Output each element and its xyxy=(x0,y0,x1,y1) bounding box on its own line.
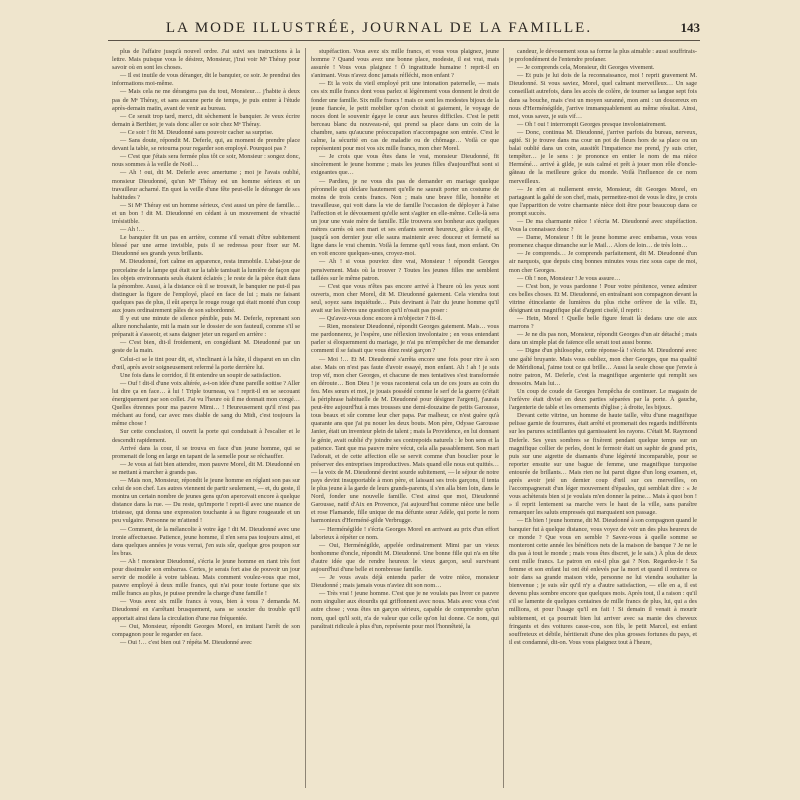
paragraph: Le banquier fit un pas en arrière, comme s'il venait d'être subitement blessé par une arme invisible, puis il se redressa pour fixer sur M. Dieudonné ses grands yeux brillants. xyxy=(112,234,300,258)
paragraph: — C'est que vous n'êtes pas encore arrivé à l'heure où les yeux sont ouverts, mon cher Morel, dit M. Dieudonné gaiement. Cela viendra tout seul, soyez sans inquiétude… Puis devinant à l'air du jeune homme qu'il avait sur les lèvres une question qu'il n'osait pas poser : xyxy=(311,282,499,314)
paragraph: — Il est inutile de vous déranger, dit le banquier, ce soir. Je prendrai des informations moi-même. xyxy=(112,72,300,88)
paragraph: — Oui, Herménégilde, appelée ordinairement Mimi par un vieux bonhomme d'oncle, répondit M. Dieudonné. Une bonne fille qui n'a en tête d'autre idée que de rendre heureux le vieux garçon, seul survivant aujourd'hui d'une belle et nombreuse famille. xyxy=(311,541,499,573)
paragraph: — Et puis je lui dois de la reconnaissance, moi ! reprit gravement M. Dieudonné. Si vous saviez, Morel, quel calmant merveilleux… Un sage conseillait autrefois, dans les accès de colère, de tourner sa langue sept fois dans sa bouche, mais c'est un moyen suranné, mon ami : un doucereux en nous d'Herménégilde, j'arrive immanquablement au même résultat. Ainsi, moi, vous savez, je suis vif… xyxy=(509,72,697,120)
paragraph: — Ah ! si vous pouviez dire vrai, Monsieur ! répondit Georges pensivement. Mais où la trouver ? Toutes les jeunes filles me semblent taillées sur le même patron. xyxy=(311,258,499,282)
paragraph: — Je vous avais déjà entendu parler de votre nièce, monsieur Dieudonné ; mais jamais vous n'aviez dit son nom… xyxy=(311,574,499,590)
paragraph: — Oh ! non, Monsieur ! Je vous assure… xyxy=(517,274,621,282)
paragraph: — Je crois que vous êtes dans le vrai, monsieur Dieudonné, fit sincèrement le jeune homme ; mais les jeunes filles d'aujourd'hui sont si exigeantes que… xyxy=(311,153,499,177)
paragraph: — Ah ! oui, dit M. Deferle avec amertume ; moi je l'avais oublié, monsieur Dieudonné, qu'un Mᵉ Théray est un homme sérieux et un travailleur acharné. En quoi la veille d'une fête peut-elle le déranger de ses habitudes ? xyxy=(112,169,300,201)
text-column-2 xyxy=(311,48,499,790)
paragraph: M. Dieudonné, fort calme en apparence, resta immobile. L'abat-jour de porcelaine de la lampe qui était sur la table tamisait la lumière de façon que les objets environnants seuls étaient éclairés ; le reste de la pièce était dans la pénombre. Aussi, à la distance où il se trouvait, le banquier ne put-il pas distinguer la figure de l'employé, placé en face de lui ; mais ne faisant quelques pas de plus, il eût aperçu le rouge rouge qui était monté d'un coup aux joues ordinairement pâles de son subordonné. xyxy=(112,258,300,314)
paragraph: — Je comprends… Je comprends parfaitement, dit M. Dieudonné d'un air narquois, que depuis cinq bonnes minutes vous riez sous cape de moi, mon cher Georges. xyxy=(509,250,697,274)
paragraph: — Eh bien ! jeune homme, dit M. Dieudonné à son compagnon quand le banquier fut à quelque distance, vous voyez de voir un des plus heureux de ce monde ? Que vous en semble ? Savez-vous à quelle somme se monteront cette année les bénéfices nets de la maison de banque ? Je ne le dis pas à tout le monde ; mais vous êtes discret, je le sais.) À plus de deux cent mille francs. Le patron en est-il plus gai ? Non. Regardez-le ! Sa femme et son enfant lui ont été enlevés par la mort et quand il rentrera ce soir dans sa grande maison vide, personne ne lui viendra souhaiter la bienvenue ; je suis sûr qu'il n'y a d'autre satisfaction, — elle en a, il est devenu plus sombre encore que quelques mois. Après tout, il a raison : qu'il s'il se lamente de quelques centaines de mille francs de plus, lui, qui a des millions, et pour l'usage qu'il en fait ! Si demain il venait à mourir subitement, et ça pourrait bien lui arriver avec sa manie des cheveux fringants et des voitures casse-cou, son fils, le petit Marcel, est enfant souffreteux et débile, héritierait d'une des plus grosses fortunes du pays, et il est condamné, dit-on. Vous vous plaignez tout à l'heure, xyxy=(509,517,697,646)
paragraph: — Vous avez six mille francs à vous, bien à vous ? demanda M. Dieudonné en s'arrêtant brusquement, sans se soucier du trouble qu'il apportait ainsi dans la circulation d'une rue fréquentée. xyxy=(112,598,300,622)
paragraph: — Je n'en ai nullement envie, Monsieur, dit Georges Morel, en partageant la gaîté de son chef, mais, permettez-moi de vous le dire, je crois que l'apparition de votre charmante nièce doit être pour beaucoup dans ce prompt succès. xyxy=(509,185,697,217)
paragraph: Celui-ci se le tint pour dit, et, s'inclinant à la hâte, il disparut en un clin d'œil, après avoir soigneusement refermé la porte derrière lui. xyxy=(112,355,300,371)
paragraph: Un coup de coude de Georges l'empêcha de continuer. Le magasin de l'orfèvre était divisé en deux parties séparées par la porte. À gauche, l'argenterie de table et les ornements d'église ; à droite, les bijoux. xyxy=(509,387,697,412)
paragraph: plus de l'affaire jusqu'à nouvel ordre. J'ai suivi ses instructions à la lettre. Mais puisque vous le désirez, Monsieur, j'irai voir Mᵉ Théray pour savoir où en sont les choses. xyxy=(112,48,300,72)
paragraph: Sur cette conclusion, il ouvrit la porte qui conduisait à l'escalier et le descendit rapidement. xyxy=(112,428,300,444)
paragraph: — C'est bon, je vous pardonne ! Pour votre pénitence, venez admirer ces belles choses. Et M. Dieudonné, en entraînant son compagnon devant la vitrine étincelante de lumières du plus riche orfèvre de la ville. Et, désignant un magnifique plat d'argent ciselé, il reprit : xyxy=(509,282,697,314)
paragraph: — Rien, monsieur Dieudonné, répondit Georges gaiement. Mais… vous me pardonnerez, je l'espère, une réflexion involontaire ; en vous entendant parler si éloquemment du mariage, je n'ai pu m'empêcher de me demander comment il se faisait que vous étiez resté garçon ? xyxy=(311,323,499,355)
paragraph: — Ouf ! dit-il d'une voix altérée, a-t-on idée d'une pareille sottise ? Aller lui dire ça en face… à lui ! Triple tourneau, va ! reprit-il en se secouant énergiquement par son collet. J'ai vu l'heure où il me donnait mon congé… Quelles étrennes pour ma pauvre Mimi… ! Heureusement qu'il n'est pas méchant au fond, car avec mes diable de sang du Midi, c'est toujours la même chose ! xyxy=(112,379,300,428)
paragraph: — Ce soir ! fit M. Dieudonné sans pouvoir cacher sa surprise. xyxy=(120,128,274,136)
paragraph: — Moi !… Et M. Dieudonné s'arrêta encore une fois pour rire à son aise. Mais on n'est pas faute d'avoir essayé, mon enfant. Ah ! ah ! je suis trop vif, mon cher Georges, et chacune de mes tentatives s'est transformée en déroute… Bon Dieu ! je vous raconterai cela un de ces jours au coin du feu. Mes sœurs et moi, je jouais possédé comme le serf de la guerre (c'était la périphrase habituelle de M. Dieudonné pour désigner l'argent), j'aurais peut-être aujourd'hui à mes trousses une demi-douzaine de petits Garousse, tous beaux et sûr comme leur cher papa. Par malheur, ce n'est guère qu'à quarante ans que j'ai pu nouer les deux bouts. Mon père, Odysse Garousse Janier, était un inventeur plein de talent ; mais la Providence, en lui donnant le génie, avait oublié d'y joindre ses contrepoids naturels : le bon sens et la patience. Tant que ma pauvre mère vécut, cela alla passablement. Son mari l'adorait, et de cette affection elle se servit comme d'un bouclier pour le préserver des entreprises improductives. Mais quand elle nous eut quittés… — la voix de M. Dieudonné devint sourde subitement, — le séjour de notre pays devint insupportable à mon père, et laissant ses trois garçons, il tenta le plus jeune à la garde de leurs grands-parents, il s'en alla bien loin, dans le Nord, fonder une nouvelle famille. C'est ainsi que moi, Dieudonné Garousse, natif d'Aix en Provence, j'ai aujourd'hui comme nièce une belle et rose Flamande, fille unique de ma défunte sœur Adèle, qui porte le nom harmonieux d'Herméné-gilde Verbrugge. xyxy=(311,355,499,525)
paragraph: — Oh ! oui ! interrompit Georges presque involontairement. xyxy=(517,120,667,128)
header-rule xyxy=(108,40,700,41)
paragraph: — Qu'avez-vous donc encore à m'objecter ? fit-il. xyxy=(319,315,443,323)
paragraph: — Je ne dis pas non, Monsieur, répondit Georges d'un air détaché ; mais dans un simple plat de faïence elle serait tout aussi bonne. xyxy=(509,331,697,347)
column-divider xyxy=(503,48,504,788)
paragraph: Arrivé dans la cour, il se trouva en face d'un jeune homme, qui se promenait de long en large en tapant de la semelle pour se réchauffer. xyxy=(112,444,300,460)
paragraph: — Si Mᵉ Théray est un homme sérieux, c'est aussi un père de famille… et un bon ! dit M. Dieudonné en cédant à un mouvement de vivacité irrésistible. xyxy=(112,201,300,225)
paragraph: — Je vous ai fait bien attendre, mon pauvre Morel, dit M. Dieudonné en se mettant à marcher à grands pas. xyxy=(112,460,300,476)
paragraph: — Oui, Monsieur, répondit Georges Morel, en imitant l'arrêt de son compagnon pour le regarder en face. xyxy=(112,622,300,638)
text-column-1 xyxy=(112,48,300,790)
paragraph: — Dame, Monsieur ! fit le jeune homme avec embarras, vous vous promenez chaque dimanche sur le Mail… Alors de loin… de très loin… xyxy=(509,234,697,250)
text-column-3 xyxy=(509,48,697,790)
page-number: 143 xyxy=(680,20,700,35)
column-divider xyxy=(305,48,306,788)
paragraph: — Et la voix du vieil employé prit une intonation paternelle, — mais ces six mille francs dont vous parlez si légèrement vous donnent le droit de fonder une famille. Six mille francs ! mais ce sont les modestes bijoux de la jeune fiancée, le petit mobilier qu'on choisit si gaiement, le voyage de noces dont le souvenir égaye le cœur aux heures difficiles. C'est le petit berceau blanc du nouveau-né, qui prend sa place dans un coin de la chambre, sans qu'aucune préoccupation n'accompagne son entrée. C'est le calme, la sécurité en cas de maladie ou de chômage… Voilà ce que représentent pour moi vos six mille francs, mon cher Morel. xyxy=(311,80,499,153)
journal-title: LA MODE ILLUSTRÉE, JOURNAL DE LA FAMILLE. xyxy=(165,20,593,36)
paragraph: — Digne d'un philosophe, cette réponse-là ! s'écria M. Dieudonné avec une gaîté bruyante. Mais vous oubliez, mon cher Georges, que ma qualité de Méridional, j'aime tout ce qui brille… Aussi la seule chose que j'envie à notre patron, M. Deferle, c'est la magnifique argenterie qui remplit ses dressoirs. Mais lui… xyxy=(509,347,697,387)
paragraph: stupéfaction. Vous avez six mille francs, et vous vous plaignez, jeune homme ? Quand vous avez une bonne place, modeste, il est vrai, mais assurée ! Vous vous plaignez ! Ô ingratitude humaine ! reprit-il en s'animant. Vous n'avez donc jamais réfléchi, mon enfant ? xyxy=(311,48,499,80)
paragraph: — De ma charmante nièce ! s'écria M. Dieudonné avec stupéfaction. Vous la connaissez donc ? xyxy=(509,217,697,234)
paragraph: — Très vrai ! jeune homme. C'est que je ne voulais pas livrer ce pauvre nom singulier aux étourdis qui griffonnent avec nous. Mais avec vous c'est autre chose ; vous êtes un garçon sérieux, capable de comprendre qu'un nom, quel qu'il soit, n'a de valeur que celle qu'on lui donne. Ce nom, qui paraîtrait ridicule à plus d'un, représente pour moi l'honnêteté, la xyxy=(311,590,499,630)
paragraph: — Comment, de la mélancolie à votre âge ! dit M. Dieudonné avec une ironie affectueuse. Patience, jeune homme, il n'en sera pas toujours ainsi, et dans quelques années je vous verrai, j'en suis sûr, quelque gros poupon sur les bras. xyxy=(112,525,300,557)
paragraph: — Pardieu, je ne vous dis pas de demander en mariage quelque péronnelle qui déclare hautement qu'elle ne saurait porter un costume de moins de trois cents francs. Non ; mais une brave fille, honnête et travailleuse, qui voit dans la vie de famille l'occasion de déployer à l'aise l'affection et le dévouement qu'elle sent s'agiter en elle-même. Celle-là sera un jour une vraie mère de famille. Elle trouvera son bonheur aux quelques mètres carrés où son mari et ses enfants seront heureux, grâce à elle, et jusqu'à son dernier jour elle saura maintenir avec douceur et fermeté sa ligne dans le vrai chemin. Voilà la femme qu'il vous faut, mon enfant. On en voit encore quelques-unes, croyez-moi. xyxy=(311,177,499,258)
paragraph: — C'est que j'étais sera fermée plus tôt ce soir, Monsieur : songez donc, nous sommes à la veille de Noël… xyxy=(112,153,300,169)
paragraph: — C'est bien, dit-il froidement, en congédiant M. Dieudonné par un geste de la main. xyxy=(112,339,300,355)
paragraph: — Ce serait trop tard, merci, dit sèchement le banquier. Je veux écrire demain à Berthier, je vais donc aller ce soir chez Mᵉ Théray. xyxy=(112,112,300,128)
paragraph: Il y eut une minute de silence pénible, puis M. Deferle, reprenant son allure nonchalante, mit la main sur le dossier de son fauteuil, comme s'il se préparait à s'asseoir, et sans daigner jeter un regard en arrière : xyxy=(112,315,300,339)
paragraph: Devant cette vitrine, un homme de haute taille, vêtu d'une magnifique pelisse garnie de fourrures, était arrêté et promenait des regards indifférents sur les parures scintillantes qui garnissaient les rayons. C'était M. Raymond Deferle. Ses yeux sombres se fixèrent pendant quelque temps sur un magnifique collier de perles, dont le fermoir était un saphir de grand prix, puis sur une aigrette de diamants d'une légèreté incomparable, pour se reporter ensuite sur une bague de femme, une magnifique turquoise entourée de brillants… Mais rien ne lui parut digne d'un long examen, et, après avoir jeté un dernier coup d'œil sur ces merveilles, on l'accompagnerait d'un léger mouvement d'épaules, qui semblait dire : « Je vous achèterais bien si je voulais m'en donner la peine… Mais à quoi bon ! » il reprit lentement sa marche vers le haut de la ville, sans paraître remarquer les saluts empressés qui marquaient son passage. xyxy=(509,412,697,517)
paragraph: candeur, le dévouement sous sa forme la plus aimable : aussi souffrirais-je profondément de l'entendre profaner. xyxy=(509,48,697,64)
paragraph: — Herménégilde ! s'écria Georges Morel en arrivant au prix d'un effort laborieux à répéter ce nom. xyxy=(311,525,499,541)
paragraph: — Je comprends cela, Monsieur, dit Georges vivement. xyxy=(517,64,655,72)
paragraph: — Mais cela ne me dérangera pas du tout, Monsieur… j'habite à deux pas de Mᵉ Théray, et sans aucune perte de temps, je puis entrer à l'étude après-demain matin, avant de venir au bureau. xyxy=(112,88,300,112)
paragraph: — Sans doute, répondit M. Deferle, qui, au moment de prendre place devant la table, se retourna pour regarder son employé. Pourquoi pas ? xyxy=(112,137,300,153)
paragraph: — Ah !… xyxy=(120,226,145,234)
paragraph: — Hein, Morel ! Quelle belle figure ferait là dedans une oie aux marrons ? xyxy=(509,315,697,331)
paragraph: — Donc, continua M. Dieudonné, j'arrive parfois du bureau, nerveux, agité. Si je trouve dans ma cour un pot de fleurs hors de sa place ou un balai oublié dans un coin, aussitôt l'impatience me prend, j'y suis crier, tempêter… je le sens : je prononce en entier le nom de ma nièce Herméné… arrivé à gilde, je suis calmé et prêt à jouer mon rôle d'oncle-gâteau de la meilleure grâce du monde. Voilà l'influence de ce nom merveilleux. xyxy=(509,128,697,185)
paragraph: — Oui !… c'est bien oui ? répéta M. Dieudonné avec xyxy=(120,638,252,646)
paragraph: — Ah ! monsieur Dieudonné, s'écria le jeune homme en riant très fort pour dissimuler son embarras. Certes, je serais fort aise de pouvoir un jour servir de modèle à votre tableau. Mais comment voulez-vous que moi, pauvre employé à deux mille francs, qui n'ai pour toute fortune que six mille francs au plus, je puisse prendre la charge d'une famille ! xyxy=(112,557,300,598)
paragraph: — Mais non, Monsieur, répondit le jeune homme en réglant son pas sur celui de son chef. Les autres viennent de partir seulement, — et, du geste, il montra un certain nombre de jeunes gens qu'on apercevait encore à quelque distance dans la rue. — Du reste, qu'importe ! reprit-il avec une nuance de tristesse, qui donna une expression touchante à sa figure rougeaude et un peu vulgaire. Personne ne m'attend ! xyxy=(112,476,300,525)
paragraph: Une fois dans le corridor, il fit entendre un soupir de satisfaction. xyxy=(120,371,282,379)
